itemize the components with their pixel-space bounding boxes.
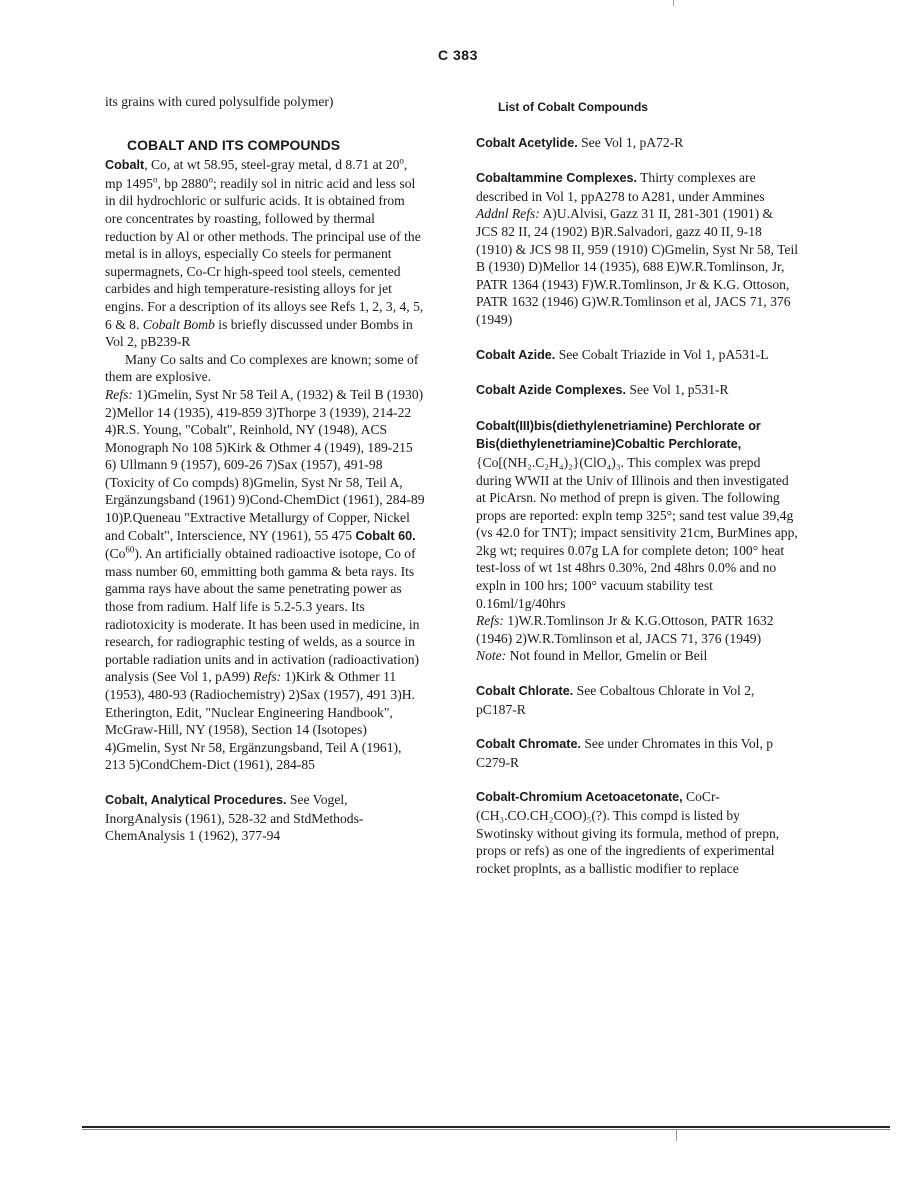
refs-label: Refs: — [105, 386, 133, 402]
cobalt-mp: , mp 1495 — [105, 157, 408, 191]
chlorate-term: Cobalt Chlorate. — [476, 684, 574, 699]
acetylide-text: See Vol 1, pA72-R — [577, 134, 684, 150]
cobalt-refs — [105, 386, 425, 774]
perchlorate-term: Cobalt(III)bis(diethylenetriamine) Perchlorate or Bis(diethylenetriamine)Cobaltic Perchlorate, — [476, 418, 761, 452]
chromium-term: Cobalt-Chromium Acetoacetonate, — [476, 790, 683, 805]
entry-acetylide — [476, 134, 798, 153]
cobalt60-term: Cobalt 60. — [355, 528, 416, 543]
entry-cobaltammine — [476, 169, 798, 328]
analytical-entry — [105, 791, 425, 845]
entry-chromate — [476, 735, 798, 771]
cobalt60-iso-sup: 60 — [125, 544, 135, 555]
cobalt-bomb-ref: Cobalt Bomb — [142, 316, 215, 332]
cobalt-intro: , Co, at wt 58.95, steel-gray metal, d 8.71 at 20 — [144, 157, 400, 173]
chromate-term: Cobalt Chromate. — [476, 737, 581, 752]
page-number: C 383 — [438, 47, 478, 63]
perchlorate-note-text: Not found in Mellor, Gmelin or Beil — [506, 648, 708, 664]
azide-text: See Cobalt Triazide in Vol 1, pA531-L — [555, 346, 769, 362]
entry-chlorate — [476, 682, 798, 718]
entry-azide-complexes — [476, 381, 798, 400]
cobalt-entry: Cobalt, Co, at wt 58.95, steel-gray metal, d 8.71 at 20$^o$, mp 1495$^o$, bp 2880$^o$; readily sol in nitric acid and less sol in dil hydrochloric or sulfuric acids. It is obtained from ore concentrates by roasting, followed by thermal reduction by Al or other methods. The principal use of the metal is in alloys, especially Co steels for permanent supermagnets, Co-Cr high-speed tool steels, cemented carbides and high temperature-resisting alloys for jet engins. For a description of its alloys see Refs 1, 2, 3, 4, 5, 6 & 8. Cobalt Bomb is briefly discussed under Bombs in Vol 2, pB239-R — [105, 155, 424, 350]
list-title: List of Cobalt Compounds — [498, 100, 648, 114]
chromate-text: See under Chromates in this Vol, p C279-R — [476, 736, 774, 770]
cobalt60-text: ). An artificially obtained radioactive isotope, Co of mass number 60, emmitting both gamma & beta rays. Its gamma rays have about the same penetrating power as those from radium. Half life is 5.2-5.3 years. Its radiotoxicity is moderate. It has been used in medicine, in research, for radiographic testing of welds, as a source in portable radiation units and in activation (radioactivation) analysis (See Vol 1, pA99) — [105, 546, 420, 685]
top-tick-mark — [673, 0, 674, 6]
right-column — [476, 93, 798, 877]
cobalt-text1: ; readily sol in nitric acid and less sol in dil hydrochloric or sulfuric acids. It is obtained from ore concentrates by roasting, followed by thermal reduction by Al or other methods. The principal use of the metal is in alloys, especially Co steels for permanent supermagnets, Co-Cr high-speed tool steels, cemented carbides and high temperature-resisting alloys for jet engins. For a description of its alloys see Refs 1, 2, 3, 4, 5, 6 & 8. — [105, 175, 424, 332]
cobaltammine-addnl-text: A)U.Alvisi, Gazz 31 II, 281-301 (1901) & JCS 82 II, 24 (1902) B)R.Salvadori, gazz 40 II, 9-18 (1910) & JCS 98 II, 959 (1910) C)Gmelin, Syst Nr 58, Teil B (1930) D)Mellor 14 (1935), 688 E)W.R.Tomlinson, Jr, PATR 1364 (1943) F)W.R.Tomlinson, Jr & K.G. Ottoson, PATR 1632 (1946) G)W.R.Tomlinson et al, JACS 71, 376 (1949) — [476, 206, 799, 327]
perchlorate-refs-text: 1)W.R.Tomlinson Jr & K.G.Ottoson, PATR 1632 (1946) 2)W.R.Tomlinson et al, JACS 71, 376 (1949) — [476, 613, 774, 646]
cobaltammine-term: Cobaltammine Complexes. — [476, 171, 637, 186]
chlorate-text: See Cobaltous Chlorate in Vol 2, pC187-R — [476, 683, 755, 717]
perchlorate-note-label: Note: — [476, 648, 507, 664]
bottom-rule — [82, 1126, 890, 1128]
analytical-text: See Vogel, InorgAnalysis (1961), 528-32 and StdMethods-ChemAnalysis 1 (1962), 377-94 — [105, 791, 364, 844]
acetylide-term: Cobalt Acetylide. — [476, 135, 578, 150]
perchlorate-formula: {Co[(NH₂.C₂H₄)₂}(ClO₄)₃. — [476, 454, 624, 470]
cobalt60-refs-text: 1)Kirk & Othmer 11 (1953), 480-93 (Radiochemistry) 2)Sax (1957), 491 3)H. Etherington, Edit, "Nuclear Engineering Handbook", McGraw-Hill, NY (1958), Section 14 (Isotopes) 4)Gmelin, Syst Nr 58, Ergänzungsband, Teil A (1961), 213 5)CondChem-Dict (1961), 284-85 — [105, 669, 415, 773]
cobaltammine-addnl-label: Addnl Refs: — [476, 206, 540, 222]
azide-complexes-text: See Vol 1, p531-R — [626, 382, 729, 398]
cobaltammine-text: Thirty complexes are described in Vol 1, ppA278 to A281, under Ammines — [476, 170, 765, 204]
entry-perchlorate — [476, 417, 798, 665]
continued-line: its grains with cured polysulfide polymer) — [105, 94, 334, 109]
analytical-term: Cobalt, Analytical Procedures. — [105, 792, 287, 807]
bottom-tick-mark — [676, 1130, 677, 1141]
cobalt60-refs-label: Refs: — [253, 669, 282, 685]
cobalt60-iso: (Co — [105, 546, 126, 562]
cobalt-bp: , bp 2880 — [157, 175, 209, 191]
bottom-rule-shadow — [82, 1129, 890, 1130]
refs-text: 1)Gmelin, Syst Nr 58 Teil A, (1932) & Teil B (1930) 2)Mellor 14 (1935), 419-859 3)Thorpe 3 (1939), 214-22 4)R.S. Young, "Cobalt", Reinhold, NY (1948), ACS Monograph No 108 5)Kirk & Othmer 4 (1949), 189-215 6) Ullmann 9 (1957), 609-26 7)Sax (1957), 491-98 (Toxicity of Co compds) 8)Gmelin, Syst Nr 58, Teil A, Ergänzungsband (1961) 9)Cond-ChemDict (1961), 284-89 10)P.Queneau "Extractive Metallurgy of Copper, Nickel and Cobalt", Interscience, NY (1961), 55 475 — [105, 386, 425, 543]
cobalt-term: Cobalt — [105, 158, 145, 173]
chromium-text: This compd is listed by Swotinsky without giving its formula, method of prepn, props or refs) as one of the ingredients of experimental rocket proplnts, as a ballistic modifier to replace — [476, 808, 780, 876]
salts-paragraph: Many Co salts and Co complexes are known; some of them are explosive. — [105, 351, 419, 385]
entry-azide — [476, 346, 798, 365]
azide-complexes-term: Cobalt Azide Complexes. — [476, 383, 626, 398]
cobalt-text2: is briefly discussed under Bombs in Vol 2, pB239-R — [105, 316, 413, 350]
entry-chromium-acetoacetonate — [476, 788, 798, 877]
chromium-formula: CoCr-(CH₃.CO.CH₂COO)₅(?). — [476, 789, 720, 823]
perchlorate-refs-label: Refs: — [476, 613, 504, 629]
perchlorate-text: This complex was prepd during WWII at the Univ of Illinois and then investigated at PicArsn. No method of prepn is given. The following props are reported: expln temp 325°; sand test value 39,4g (vs 42.0 for TNT); impact sensitivity 21cm, BurMines app, 2kg wt; requires 0.07g LA for complete deton; 100° heat test-loss of wt 1st 48hrs 0.30%, 2nd 48hrs 0.0% and no expln in 100 hrs; 100° vacuum stability test 0.16ml/1g/40hrs — [476, 454, 798, 611]
section-heading: COBALT AND ITS COMPOUNDS — [127, 136, 341, 153]
left-column — [105, 93, 425, 845]
azide-term: Cobalt Azide. — [476, 347, 556, 362]
